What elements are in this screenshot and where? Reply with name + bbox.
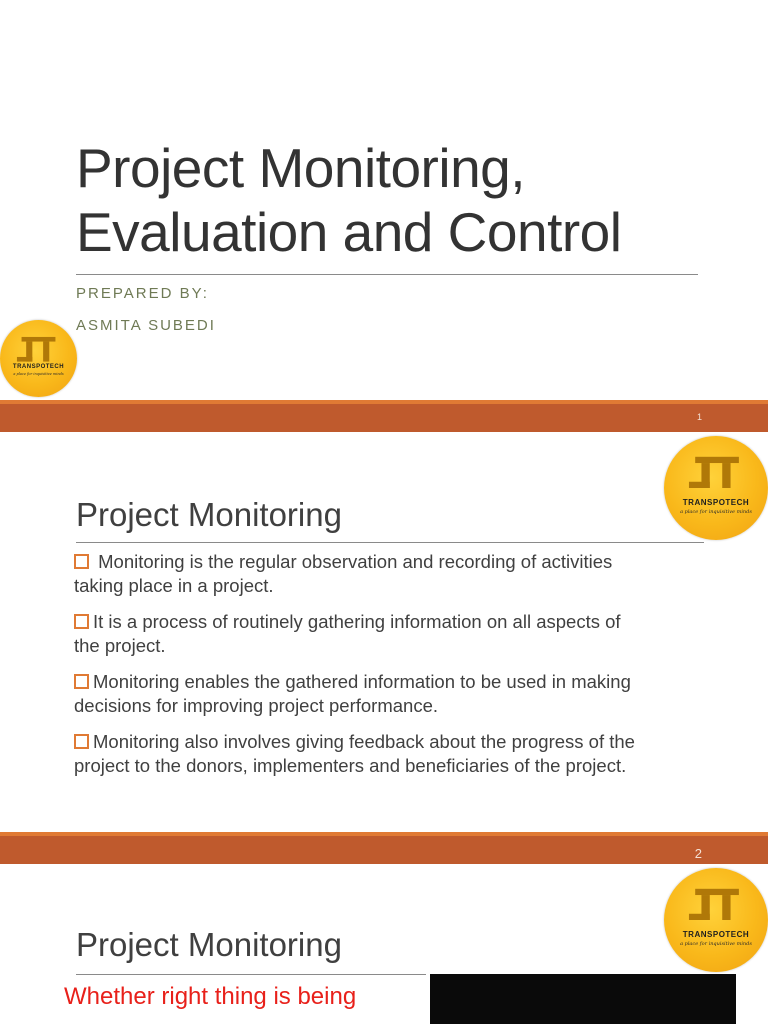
slide-separator-bar	[0, 832, 768, 864]
author-name: ASMITA SUBEDI	[76, 317, 216, 334]
jt-monogram-icon	[664, 868, 768, 972]
checkbox-bullet-icon	[74, 734, 89, 749]
slide-separator-bar	[0, 400, 768, 432]
slide-title: Project Monitoring	[76, 926, 342, 963]
title-divider	[76, 274, 698, 275]
checkbox-bullet-icon	[74, 614, 89, 629]
separator-highlight	[0, 400, 768, 404]
title-line-2: Evaluation and Control	[76, 201, 622, 263]
logo-brand-text: TRANSPOTECH	[12, 364, 65, 370]
slide-image	[430, 974, 736, 1024]
presentation-title	[76, 136, 621, 264]
slide-title: Project Monitoring	[76, 496, 342, 533]
title-line-1: Project Monitoring,	[76, 137, 526, 199]
slide-number: 2	[694, 846, 702, 861]
prepared-by-label: PREPARED BY:	[76, 285, 209, 302]
list-item: It is a process of routinely gathering information on all aspects of the project.	[74, 611, 621, 656]
title-divider	[76, 974, 426, 975]
slide-2	[0, 432, 768, 832]
list-item: Monitoring enables the gathered information to be used in making decisions for improving project performance.	[74, 671, 631, 716]
transpotech-logo	[0, 320, 77, 397]
logo-brand-text: TRANSPOTECH	[682, 930, 750, 939]
jt-monogram-icon	[664, 436, 768, 540]
checkbox-bullet-icon	[74, 674, 89, 689]
list-item: Monitoring is the regular observation and recording of activities taking place in a project.	[74, 551, 613, 596]
list-item: Monitoring also involves giving feedback about the progress of the project to the donors, implementers and beneficiaries of the project.	[74, 731, 635, 776]
separator-highlight	[0, 832, 768, 836]
logo-tagline: a place for inquisitive minds	[680, 509, 752, 515]
title-divider	[76, 542, 704, 543]
transpotech-logo	[664, 868, 768, 972]
logo-tagline: a place for inquisitive minds	[13, 372, 64, 376]
highlight-text: Whether right thing is being	[64, 983, 357, 1010]
logo-tagline: a place for inquisitive minds	[680, 941, 752, 947]
transpotech-logo	[664, 436, 768, 540]
slide-number: 1	[696, 412, 702, 422]
jt-monogram-icon	[0, 320, 77, 397]
slide-3	[0, 864, 768, 1024]
logo-brand-text: TRANSPOTECH	[682, 498, 750, 507]
slide-1	[0, 0, 768, 400]
bullet-list	[74, 550, 714, 790]
checkbox-bullet-icon	[74, 554, 89, 569]
